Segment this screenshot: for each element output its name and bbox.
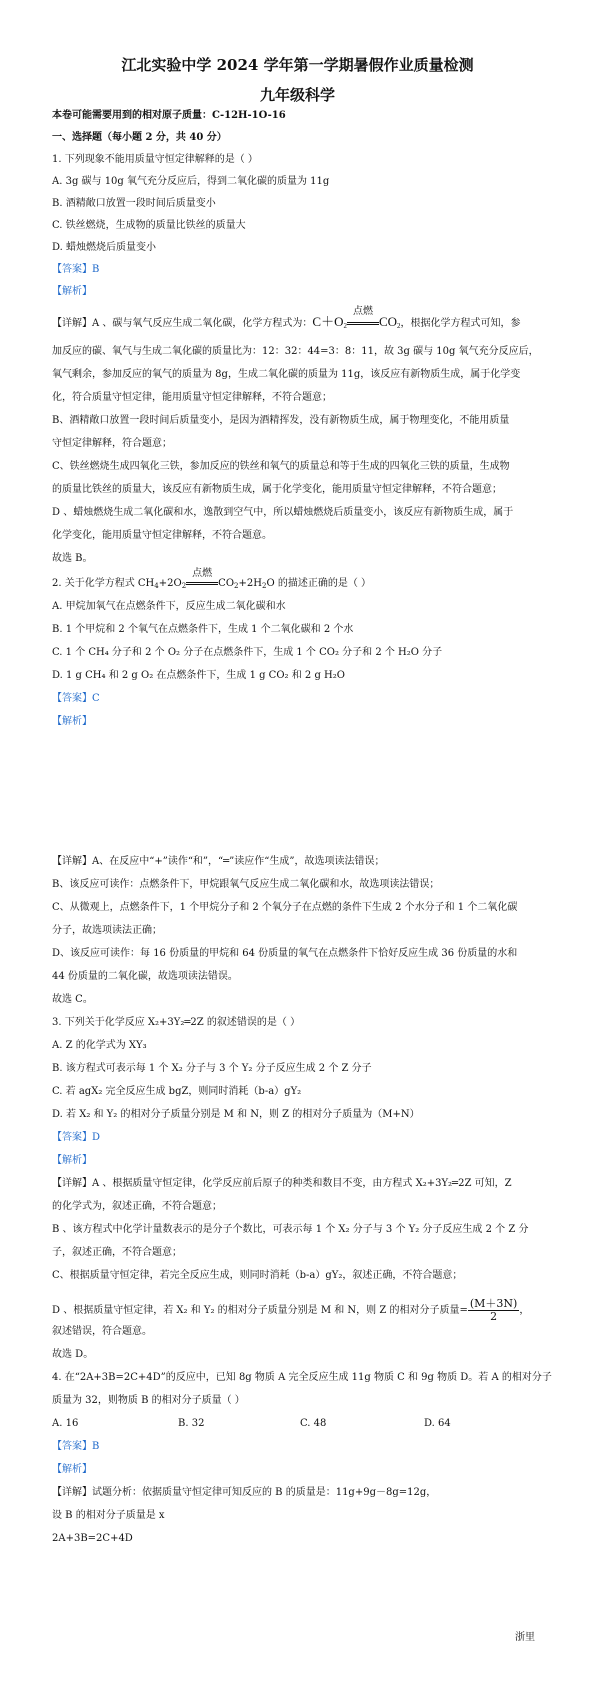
q3-detail-line-6 — [52, 1298, 557, 1323]
q3-conclusion: 故选 D。 — [52, 1349, 94, 1360]
q2-answer: 【答案】C — [52, 693, 100, 704]
q4-detail-line-1: 【详解】试题分析：依据质量守恒定律可知反应的 B 的质量是：11g+9g－8g=12g， — [52, 1487, 437, 1498]
q3-option-c: C. 若 agX₂ 完全反应生成 bgZ，则同时消耗（b-a）gY₂ — [52, 1086, 302, 1097]
fraction-numerator: (M＋3N) — [469, 1297, 518, 1310]
q3-detail-line-2: 的化学式为，叙述正确，不符合题意； — [52, 1201, 222, 1212]
q3-fraction — [468, 1298, 519, 1323]
exam-subtitle: 九年级科学 — [259, 86, 335, 104]
q1-detail-prefix: 【详解】A 、碳与氧气反应生成二氧化碳，化学方程式为： — [52, 318, 313, 329]
q4-answer: 【答案】B — [52, 1441, 100, 1452]
q1-conclusion: 故选 B。 — [52, 553, 93, 564]
q3-detail-line-5: C、根据质量守恒定律，若完全反应生成，则同时消耗（b-a）gY₂，叙述正确，不符合题意； — [52, 1270, 463, 1281]
q3-option-a: A. Z 的化学式为 XY₃ — [52, 1040, 147, 1051]
exam-title: 江北实验中学 2024 学年第一学期暑假作业质量检测 — [121, 56, 474, 74]
q3-answer: 【答案】D — [52, 1132, 101, 1143]
q2-detail-line-4: 分子，故选项读法正确； — [52, 925, 162, 936]
q1-detail-line-5: B、酒精敞口放置一段时间后质量变小，是因为酒精挥发，没有新物质生成，属于物理变化，不能用质量 — [52, 415, 510, 426]
q1-detail-line-2: 加反应的碳、氧气与生成二氧化碳的质量比为：12：32：44=3：8：11，故 3g 碳与 10g 氧气充分反应后， — [52, 346, 539, 357]
q2-analysis-label: 【解析】 — [52, 716, 92, 727]
q4-detail-line-2: 设 B 的相对分子质量是 x — [52, 1510, 165, 1521]
q1-option-a: A. 3g 碳与 10g 氧气充分反应后，得到二氧化碳的质量为 11g — [52, 176, 330, 187]
q2-stem-part-1: 2. 关于化学方程式 CH — [52, 578, 155, 589]
q4-detail-line-3: 2A+3B=2C+4D — [52, 1533, 133, 1544]
q1-option-b: B. 酒精敞口放置一段时间后质量变小 — [52, 198, 216, 209]
q2-detail-line-6: 44 份质量的二氧化碳，故选项读法错误。 — [52, 971, 238, 982]
q1-detail-line-6: 守恒定律解释，符合题意； — [52, 438, 172, 449]
q4-option-b: B. 32 — [178, 1418, 205, 1429]
q1-detail-line-8: 的质量比铁丝的质量大，该反应有新物质生成，属于化学变化，能用质量守恒定律解释，不符合题意； — [52, 484, 502, 495]
q2-stem-part-5: O 的描述正确的是（ ） — [266, 578, 371, 589]
q3-detail-line-1: 【详解】A 、根据质量守恒定律，化学反应前后原子的种类和数目不变，由方程式 X₂+3Y₂═2Z 可知，Z — [52, 1178, 512, 1189]
q4-option-d: D. 64 — [424, 1418, 451, 1429]
q1-detail-line-7: C、铁丝燃烧生成四氧化三铁，参加反应的铁丝和氧气的质量总和等于生成的四氧化三铁的质量，生成物 — [52, 461, 510, 472]
q3-option-d: D. 若 X₂ 和 Y₂ 的相对分子质量分别是 M 和 N，则 Z 的相对分子质量为（M+N） — [52, 1109, 420, 1120]
q3-detail-line-6-end: ， — [519, 1305, 530, 1316]
q2-stem-part-2: +2O — [158, 578, 182, 589]
q1-detail-suffix: ，根据化学方程式可知，参 — [400, 318, 521, 329]
q1-detail-line-1 — [52, 306, 557, 332]
q1-equation: $C+O_2$ 点燃 $CO_2$ — [312, 306, 401, 330]
q2-detail-line-3: C、从微观上，点燃条件下，1 个甲烷分子和 2 个氧分子在点燃的条件下生成 2 个水分子和 1 个二氧化碳 — [52, 902, 518, 913]
q1-answer: 【答案】B — [52, 264, 100, 275]
q2-option-c: C. 1 个 CH₄ 分子和 2 个 O₂ 分子在点燃条件下，生成 1 个 CO₂ 分子和 2 个 H₂O 分子 — [52, 647, 443, 658]
q2-detail-line-1: 【详解】A、在反应中“+”读作“和”，“═”读应作“生成”，故选项读法错误； — [52, 856, 385, 867]
q3-analysis-label: 【解析】 — [52, 1155, 92, 1166]
q1-stem: 1. 下列现象不能用质量守恒定律解释的是（ ） — [52, 154, 258, 165]
q2-conclusion: 故选 C。 — [52, 994, 93, 1005]
atomic-masses-note: 本卷可能需要用到的相对原子质量：C-12H-1O-16 — [52, 110, 286, 121]
q2-stem-part-4: +2H — [238, 578, 262, 589]
q3-detail-line-6-text: D 、根据质量守恒定律，若 X₂ 和 Y₂ 的相对分子质量分别是 M 和 N，则 Z 的相对分子质量= — [52, 1305, 468, 1316]
q3-detail-line-3: B 、该方程式中化学计量数表示的是分子个数比，可表示每 1 个 X₂ 分子与 3 个 Y₂ 分子反应生成 2 个 Z 分 — [52, 1224, 529, 1235]
q4-analysis-label: 【解析】 — [52, 1464, 92, 1475]
q2-detail-line-2: B、该反应可读作：点燃条件下，甲烷跟氧气反应生成二氧化碳和水，故选项读法错误； — [52, 879, 440, 890]
q2-stem: 2. 关于化学方程式 $CH_4+2O_2$ 点燃 $CO_2+2H_2O$ 的描述正确的是（ ） — [52, 568, 371, 590]
q3-detail-line-7: 叙述错误，符合题意。 — [52, 1326, 152, 1337]
q1-analysis-label: 【解析】 — [52, 286, 92, 297]
q1-option-c: C. 铁丝燃烧，生成物的质量比铁丝的质量大 — [52, 220, 246, 231]
q1-detail-line-10: 化学变化，能用质量守恒定律解释，不符合题意。 — [52, 530, 272, 541]
eq-reactants: C＋O — [312, 314, 344, 329]
q2-option-a: A. 甲烷加氧气在点燃条件下，反应生成二氧化碳和水 — [52, 601, 286, 612]
q2-option-b: B. 1 个甲烷和 2 个氧气在点燃条件下，生成 1 个二氧化碳和 2 个水 — [52, 624, 354, 635]
q3-detail-line-4: 子，叙述正确，不符合题意； — [52, 1247, 182, 1258]
q3-stem: 3. 下列关于化学反应 X₂+3Y₂═2Z 的叙述错误的是（ ） — [52, 1017, 301, 1028]
q4-option-a: A. 16 — [52, 1418, 79, 1429]
q1-option-d: D. 蜡烛燃烧后质量变小 — [52, 242, 157, 253]
eq-product: CO — [378, 314, 398, 329]
q4-option-c: C. 48 — [300, 1418, 327, 1429]
q4-stem-line-2: 质量为 32，则物质 B 的相对分子质量（ ） — [52, 1395, 245, 1406]
q4-stem-line-1: 4. 在“2A+3B=2C+4D”的反应中，已知 8g 物质 A 完全反应生成 11g 物质 C 和 9g 物质 D。若 A 的相对分子 — [52, 1372, 552, 1383]
q2-stem-part-3: CO — [218, 578, 235, 589]
section-heading: 一、选择题（每小题 2 分，共 40 分） — [52, 132, 227, 143]
q2-condition: 点燃 — [192, 568, 213, 579]
q1-detail-line-3: 氧气剩余，参加反应的氧气的质量为 8g，生成二氧化碳的质量为 11g，该反应有新物质生成，属于化学变 — [52, 369, 521, 380]
eq-condition: 点燃 — [352, 306, 373, 317]
q1-detail-line-4: 化，符合质量守恒定律，能用质量守恒定律解释，不符合题意； — [52, 392, 332, 403]
fraction-denominator: 2 — [490, 1310, 498, 1323]
q2-detail-line-5: D、该反应可读作：每 16 份质量的甲烷和 64 份质量的氧气在点燃条件下恰好反应生成 36 份质量的水和 — [52, 948, 518, 959]
q1-detail-line-9: D 、蜡烛燃烧生成二氧化碳和水，逸散到空气中，所以蜡烛燃烧后质量变小，该反应有新物质生成，属于 — [52, 507, 514, 518]
q3-option-b: B. 该方程式可表示每 1 个 X₂ 分子与 3 个 Y₂ 分子反应生成 2 个 Z 分子 — [52, 1063, 372, 1074]
q2-option-d: D. 1 g CH₄ 和 2 g O₂ 在点燃条件下，生成 1 g CO₂ 和 2 g H₂O — [52, 670, 345, 681]
page-footer: 浙里 — [515, 1632, 535, 1643]
